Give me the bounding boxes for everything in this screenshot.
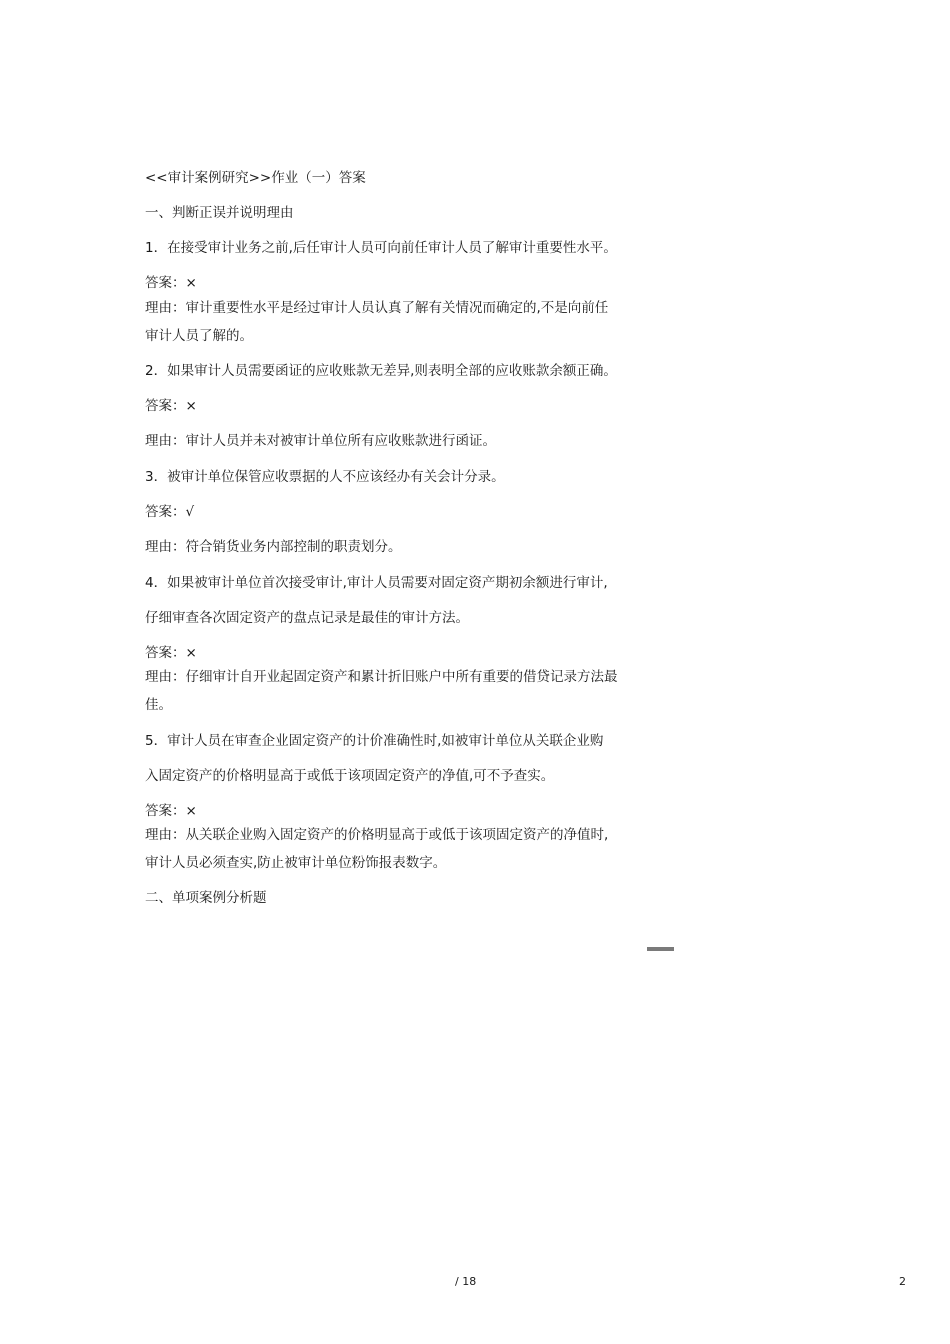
question-5-line-1: 5．审计人员在审查企业固定资产的计价准确性时,如被审计单位从关联企业购 [145,733,604,749]
reason-4-line-1: 理由：仔细审计自开业起固定资产和累计折旧账户中所有重要的借贷记录方法最 [145,669,618,685]
answer-1: 答案：× [145,275,197,291]
question-5-line-2: 入固定资产的价格明显高于或低于该项固定资产的净值,可不予查实。 [145,768,555,784]
question-4-line-2: 仔细审查各次固定资产的盘点记录是最佳的审计方法。 [145,610,469,626]
reason-5-line-2: 审计人员必须查实,防止被审计单位粉饰报表数字。 [145,855,447,871]
reason-3: 理由：符合销货业务内部控制的职责划分。 [145,539,402,555]
question-4-line-1: 4．如果被审计单位首次接受审计,审计人员需要对固定资产期初余额进行审计, [145,575,608,591]
section-heading-judgement: 一、判断正误并说明理由 [145,205,294,221]
answer-3: 答案：√ [145,504,195,520]
reason-1-line-2: 审计人员了解的。 [145,328,253,344]
document-title: <<审计案例研究>>作业（一）答案 [145,170,366,186]
section-heading-case-analysis: 二、单项案例分析题 [145,890,267,906]
reason-4-line-2: 佳。 [145,697,172,713]
question-3: 3．被审计单位保管应收票据的人不应该经办有关会计分录。 [145,469,505,485]
answer-2: 答案：× [145,398,197,414]
answer-4: 答案：× [145,645,197,661]
reason-1-line-1: 理由：审计重要性水平是经过审计人员认真了解有关情况而确定的,不是向前任 [145,300,609,316]
gray-bar-marker [647,947,674,951]
answer-5: 答案：× [145,803,197,819]
reason-2: 理由：审计人员并未对被审计单位所有应收账款进行函证。 [145,433,496,449]
question-2: 2．如果审计人员需要函证的应收账款无差异,则表明全部的应收账款余额正确。 [145,363,617,379]
page-total: / 18 [455,1275,477,1288]
question-1: 1．在接受审计业务之前,后任审计人员可向前任审计人员了解审计重要性水平。 [145,240,617,256]
reason-5-line-1: 理由：从关联企业购入固定资产的价格明显高于或低于该项固定资产的净值时, [145,827,609,843]
page-number: 2 [899,1275,906,1288]
